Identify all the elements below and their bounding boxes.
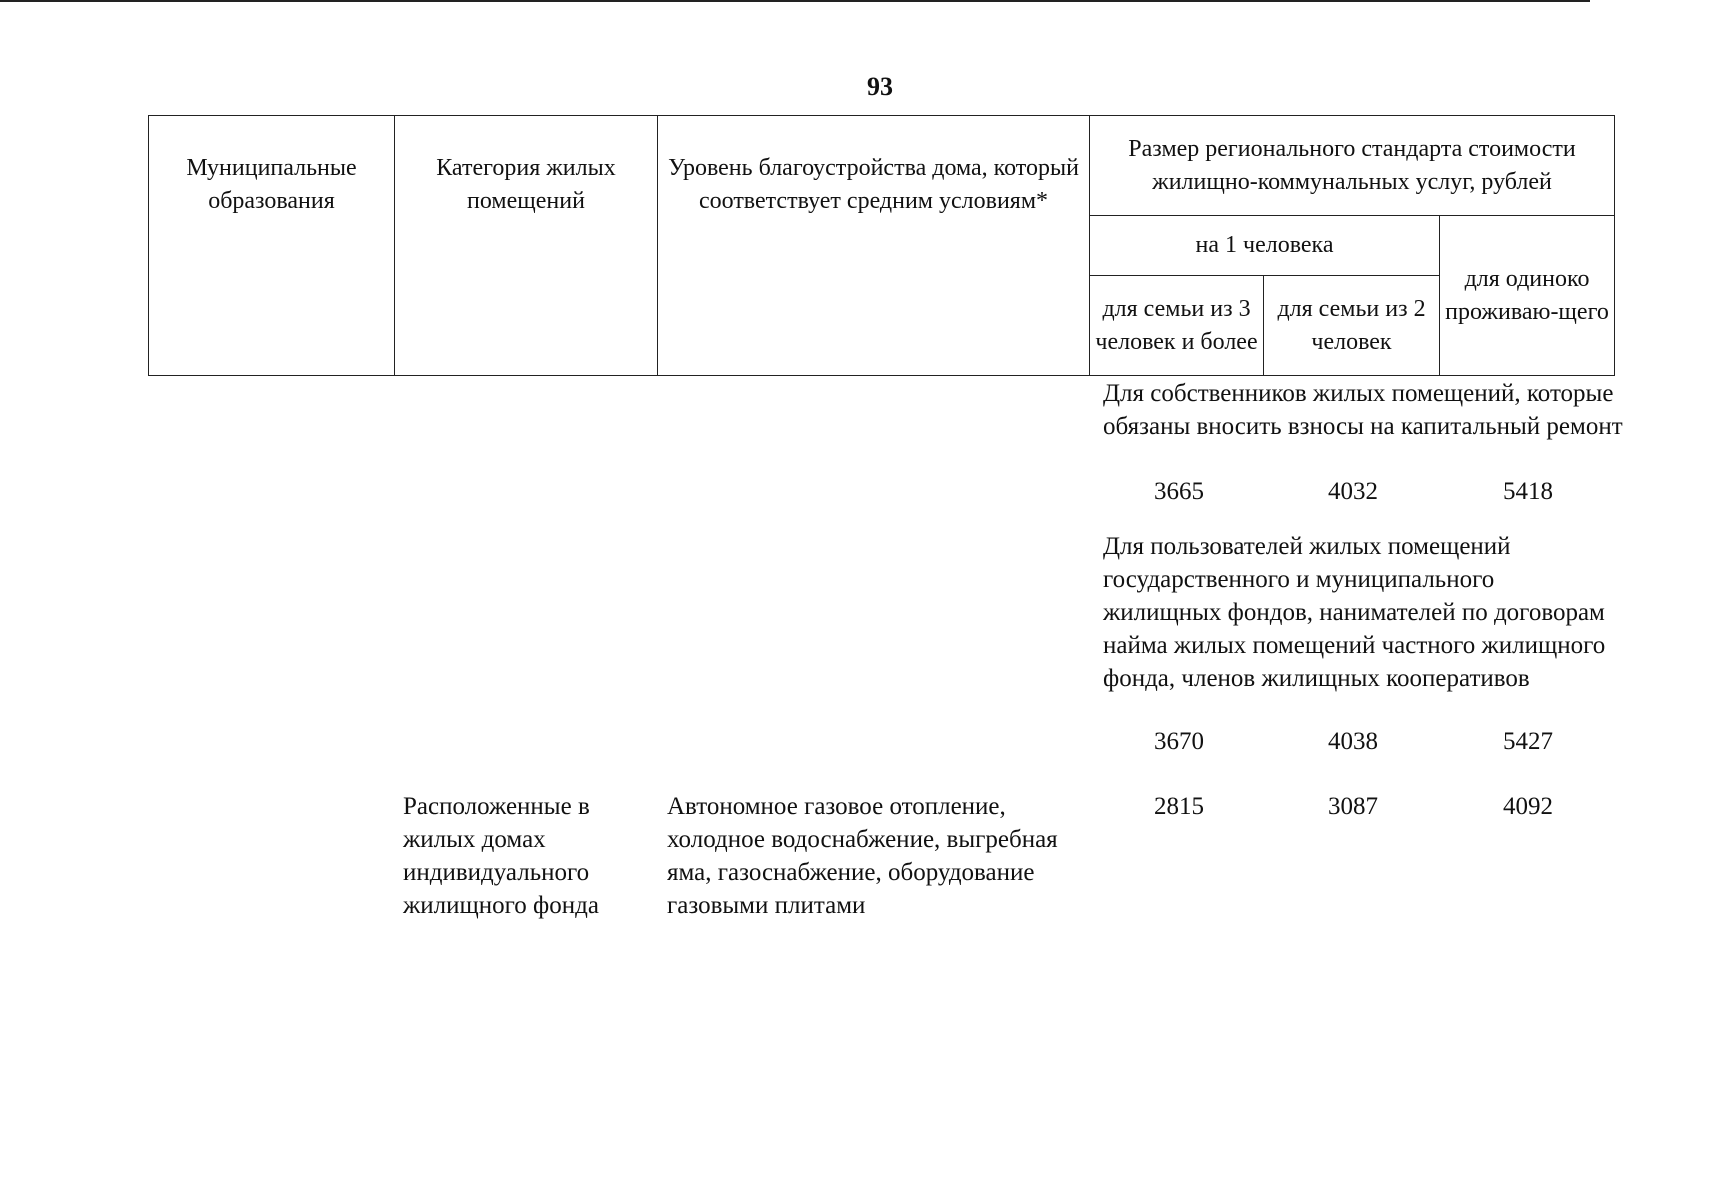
individual-category: Расположенные в жилых домах индивидуального жилищного фонда	[403, 793, 599, 919]
header-family2: для семьи из 2 человек	[1264, 276, 1440, 376]
users-value-family3: 3670	[1154, 728, 1204, 755]
users-value-single: 5427	[1503, 728, 1553, 755]
owners-value-family3: 3665	[1154, 478, 1204, 505]
header-single: для одиноко проживаю-щего	[1440, 216, 1615, 376]
owners-value-family2: 4032	[1328, 478, 1378, 505]
header-municipal: Муниципальные образования	[149, 116, 395, 376]
individual-value-family3: 2815	[1154, 793, 1204, 820]
header-level: Уровень благоустройства дома, который соответствует средним условиям*	[658, 116, 1090, 376]
header-per-person: на 1 человека	[1090, 216, 1440, 276]
header-category: Категория жилых помещений	[395, 116, 658, 376]
header-table	[148, 115, 1615, 376]
users-label: Для пользователей жилых помещений государственного и муниципального жилищных фондов, нанимателей по договорам найма жилых помещений частного жилищного фонда, членов жилищных кооперативов	[1103, 533, 1606, 692]
top-rule	[0, 0, 1590, 2]
individual-level: Автономное газовое отопление, холодное водоснабжение, выгребная яма, газоснабжение, оборудование газовыми плитами	[667, 793, 1058, 919]
owners-label: Для собственников жилых помещений, которые обязаны вносить взносы на капитальный ремонт	[1103, 380, 1623, 440]
header-size: Размер регионального стандарта стоимости жилищно-коммунальных услуг, рублей	[1090, 116, 1615, 216]
users-value-family2: 4038	[1328, 728, 1378, 755]
owners-value-single: 5418	[1503, 478, 1553, 505]
page-number: 93	[867, 72, 893, 101]
header-family3: для семьи из 3 человек и более	[1090, 276, 1264, 376]
individual-value-family2: 3087	[1328, 793, 1378, 820]
individual-value-single: 4092	[1503, 793, 1553, 820]
